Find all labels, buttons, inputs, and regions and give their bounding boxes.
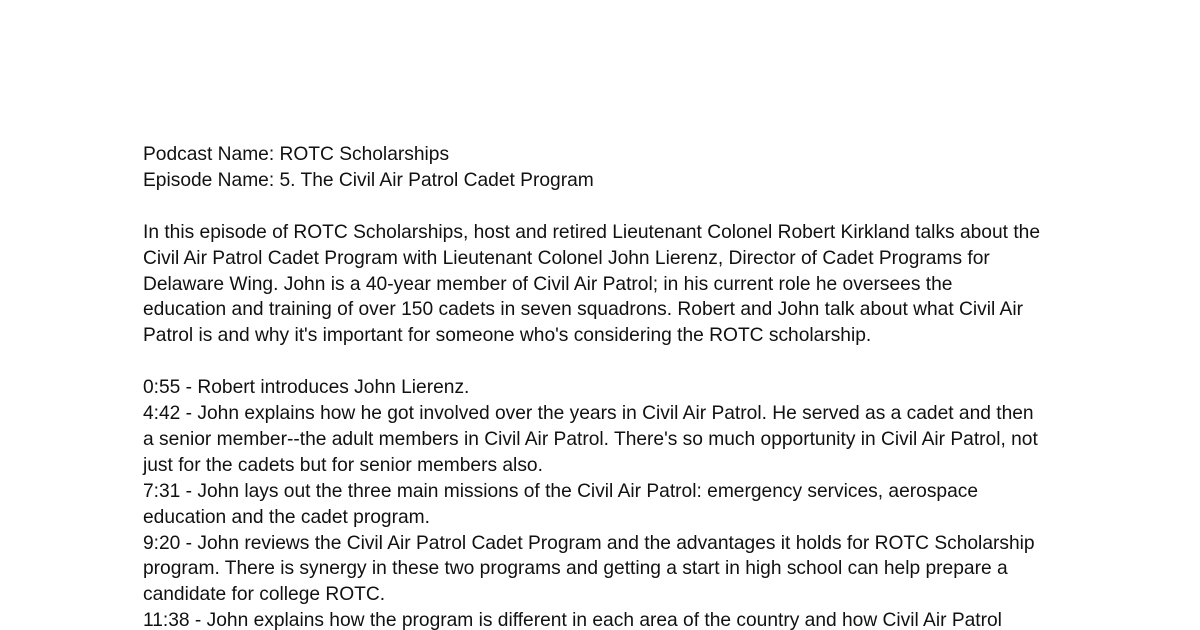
timestamp-list [143,375,1073,630]
timestamp-line: 11:38 - John explains how the program is different in each area of the country and how Civil Air Patrol [143,610,1002,630]
timestamp-entry [143,479,1073,531]
description-line: education and training of over 150 cadets in seven squadrons. Robert and John talk about what Civil Air [143,299,1023,321]
document-body [143,142,1073,630]
timestamp-line: a senior member--the adult members in Civil Air Patrol. There's so much opportunity in Civil Air Patrol, not [143,428,1038,450]
description-line: In this episode of ROTC Scholarships, host and retired Lieutenant Colonel Robert Kirkland talks about the [143,221,1040,243]
timestamp-line: program. There is synergy in these two programs and getting a start in high school can help prepare a [143,558,1008,580]
timestamp-line: education and the cadet program. [143,506,430,528]
episode-name: Episode Name: 5. The Civil Air Patrol Cadet Program [143,169,594,191]
episode-description [143,220,1073,350]
timestamp-entry [143,608,1073,630]
timestamp-line: just for the cadets but for senior members also. [143,454,543,476]
paragraph-spacer [143,349,1073,375]
timestamp-entry [143,375,1073,401]
description-line: Patrol is and why it's important for someone who's considering the ROTC scholarship. [143,325,872,347]
timestamp-entry [143,531,1073,609]
timestamp-line: 0:55 - Robert introduces John Lierenz. [143,377,470,399]
timestamp-entry [143,401,1073,479]
paragraph-spacer [143,194,1073,220]
description-line: Delaware Wing. John is a 40-year member of Civil Air Patrol; in his current role he oversees the [143,273,953,295]
timestamp-line: 4:42 - John explains how he got involved over the years in Civil Air Patrol. He served as a cadet and then [143,403,1034,425]
description-line: Civil Air Patrol Cadet Program with Lieutenant Colonel John Lierenz, Director of Cadet Programs for [143,247,990,269]
timestamp-line: 7:31 - John lays out the three main missions of the Civil Air Patrol: emergency services, aerospace [143,480,979,502]
podcast-name: Podcast Name: ROTC Scholarships [143,144,450,165]
timestamp-line: 9:20 - John reviews the Civil Air Patrol Cadet Program and the advantages it holds for ROTC Scholarship [143,532,1035,554]
timestamp-line: candidate for college ROTC. [143,584,386,606]
